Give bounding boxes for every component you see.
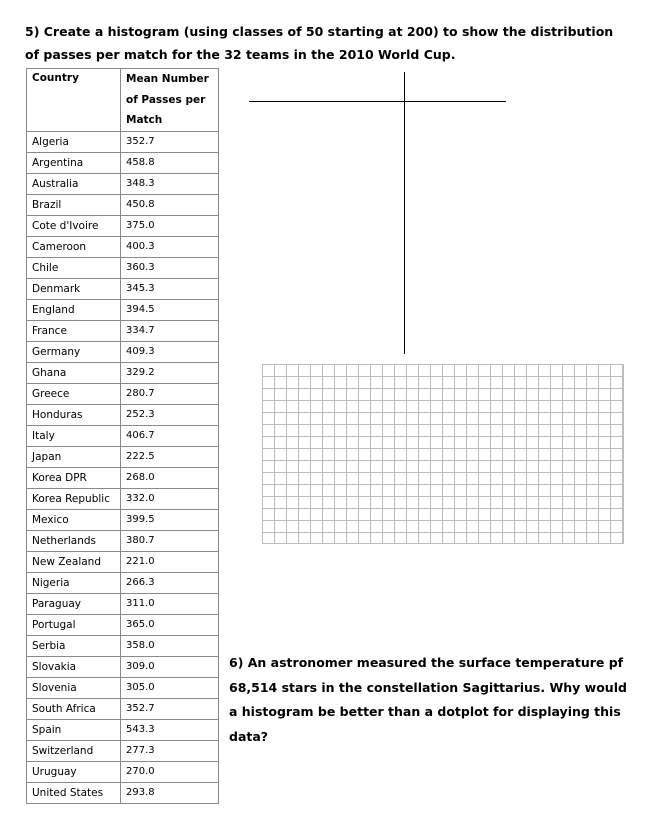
passes-cell: 311.0 <box>121 593 219 614</box>
passes-cell: 409.3 <box>121 341 219 362</box>
table-row <box>27 236 219 257</box>
passes-cell: 305.0 <box>121 677 219 698</box>
country-cell: Korea Republic <box>27 488 121 509</box>
passes-cell: 329.2 <box>121 362 219 383</box>
table-row <box>27 488 219 509</box>
country-cell: Slovenia <box>27 677 121 698</box>
country-cell: Denmark <box>27 278 121 299</box>
table-row <box>27 614 219 635</box>
table-row <box>27 173 219 194</box>
passes-cell: 458.8 <box>121 152 219 173</box>
passes-cell: 293.8 <box>121 782 219 803</box>
country-cell: Cameroon <box>27 236 121 257</box>
question-6-prompt: 6) An astronomer measured the surface temperature pf 68,514 stars in the constellation Sagittarius. Why would a histogram be better than a dotplot for displaying this data? <box>229 655 627 744</box>
passes-cell: 450.8 <box>121 194 219 215</box>
histogram-graph-grid[interactable] <box>262 364 624 544</box>
passes-cell: 365.0 <box>121 614 219 635</box>
table-row <box>27 194 219 215</box>
passes-cell: 406.7 <box>121 425 219 446</box>
country-cell: Algeria <box>27 131 121 152</box>
table-row <box>27 593 219 614</box>
country-cell: Honduras <box>27 404 121 425</box>
country-cell: Slovakia <box>27 656 121 677</box>
table-row <box>27 383 219 404</box>
passes-cell: 309.0 <box>121 656 219 677</box>
country-cell: Brazil <box>27 194 121 215</box>
passes-cell: 334.7 <box>121 320 219 341</box>
country-cell: Uruguay <box>27 761 121 782</box>
passes-cell: 221.0 <box>121 551 219 572</box>
country-cell: Paraguay <box>27 593 121 614</box>
country-cell: Spain <box>27 719 121 740</box>
country-cell: Chile <box>27 257 121 278</box>
table-row <box>27 656 219 677</box>
country-cell: Australia <box>27 173 121 194</box>
country-cell: Argentina <box>27 152 121 173</box>
table-row <box>27 740 219 761</box>
passes-cell: 345.3 <box>121 278 219 299</box>
country-cell: Netherlands <box>27 530 121 551</box>
question-5-prompt: 5) Create a histogram (using classes of 50 starting at 200) to show the distribution of passes per match for the 32 teams in the 2010 World Cup. <box>25 24 614 62</box>
passes-cell: 270.0 <box>121 761 219 782</box>
header-country: Country <box>27 69 121 132</box>
passes-cell: 394.5 <box>121 299 219 320</box>
table-row <box>27 467 219 488</box>
country-cell: Nigeria <box>27 572 121 593</box>
passes-table <box>26 68 219 804</box>
country-cell: Portugal <box>27 614 121 635</box>
country-cell: Serbia <box>27 635 121 656</box>
table-body <box>27 131 219 803</box>
country-cell: Greece <box>27 383 121 404</box>
country-cell: Italy <box>27 425 121 446</box>
table-row <box>27 761 219 782</box>
country-cell: United States <box>27 782 121 803</box>
table-header-row <box>27 69 219 132</box>
table-row <box>27 215 219 236</box>
table-row <box>27 446 219 467</box>
passes-cell: 277.3 <box>121 740 219 761</box>
table-row <box>27 152 219 173</box>
passes-cell: 380.7 <box>121 530 219 551</box>
passes-cell: 222.5 <box>121 446 219 467</box>
frequency-table-horizontal-line <box>249 101 506 102</box>
passes-cell: 543.3 <box>121 719 219 740</box>
country-cell: South Africa <box>27 698 121 719</box>
passes-cell: 252.3 <box>121 404 219 425</box>
table-row <box>27 509 219 530</box>
table-row <box>27 719 219 740</box>
passes-cell: 332.0 <box>121 488 219 509</box>
table-row <box>27 299 219 320</box>
table-row <box>27 530 219 551</box>
table-row <box>27 278 219 299</box>
header-mean-passes: Mean Number of Passes per Match <box>121 69 219 132</box>
country-cell: France <box>27 320 121 341</box>
passes-cell: 352.7 <box>121 131 219 152</box>
passes-cell: 348.3 <box>121 173 219 194</box>
passes-cell: 268.0 <box>121 467 219 488</box>
country-cell: Mexico <box>27 509 121 530</box>
country-cell: Cote d'Ivoire <box>27 215 121 236</box>
table-row <box>27 362 219 383</box>
table-row <box>27 257 219 278</box>
table-row <box>27 404 219 425</box>
frequency-table-vertical-line <box>404 72 405 354</box>
country-cell: Germany <box>27 341 121 362</box>
passes-cell: 266.3 <box>121 572 219 593</box>
country-cell: England <box>27 299 121 320</box>
passes-cell: 358.0 <box>121 635 219 656</box>
country-cell: New Zealand <box>27 551 121 572</box>
country-cell: Korea DPR <box>27 467 121 488</box>
table-row <box>27 131 219 152</box>
table-row <box>27 677 219 698</box>
table-row <box>27 320 219 341</box>
country-cell: Ghana <box>27 362 121 383</box>
table-row <box>27 782 219 803</box>
table-row <box>27 425 219 446</box>
country-cell: Switzerland <box>27 740 121 761</box>
passes-cell: 280.7 <box>121 383 219 404</box>
passes-cell: 399.5 <box>121 509 219 530</box>
table-row <box>27 698 219 719</box>
country-cell: Japan <box>27 446 121 467</box>
table-row <box>27 635 219 656</box>
table-row <box>27 572 219 593</box>
passes-cell: 375.0 <box>121 215 219 236</box>
table-row <box>27 551 219 572</box>
passes-cell: 400.3 <box>121 236 219 257</box>
passes-cell: 360.3 <box>121 257 219 278</box>
passes-cell: 352.7 <box>121 698 219 719</box>
table-row <box>27 341 219 362</box>
